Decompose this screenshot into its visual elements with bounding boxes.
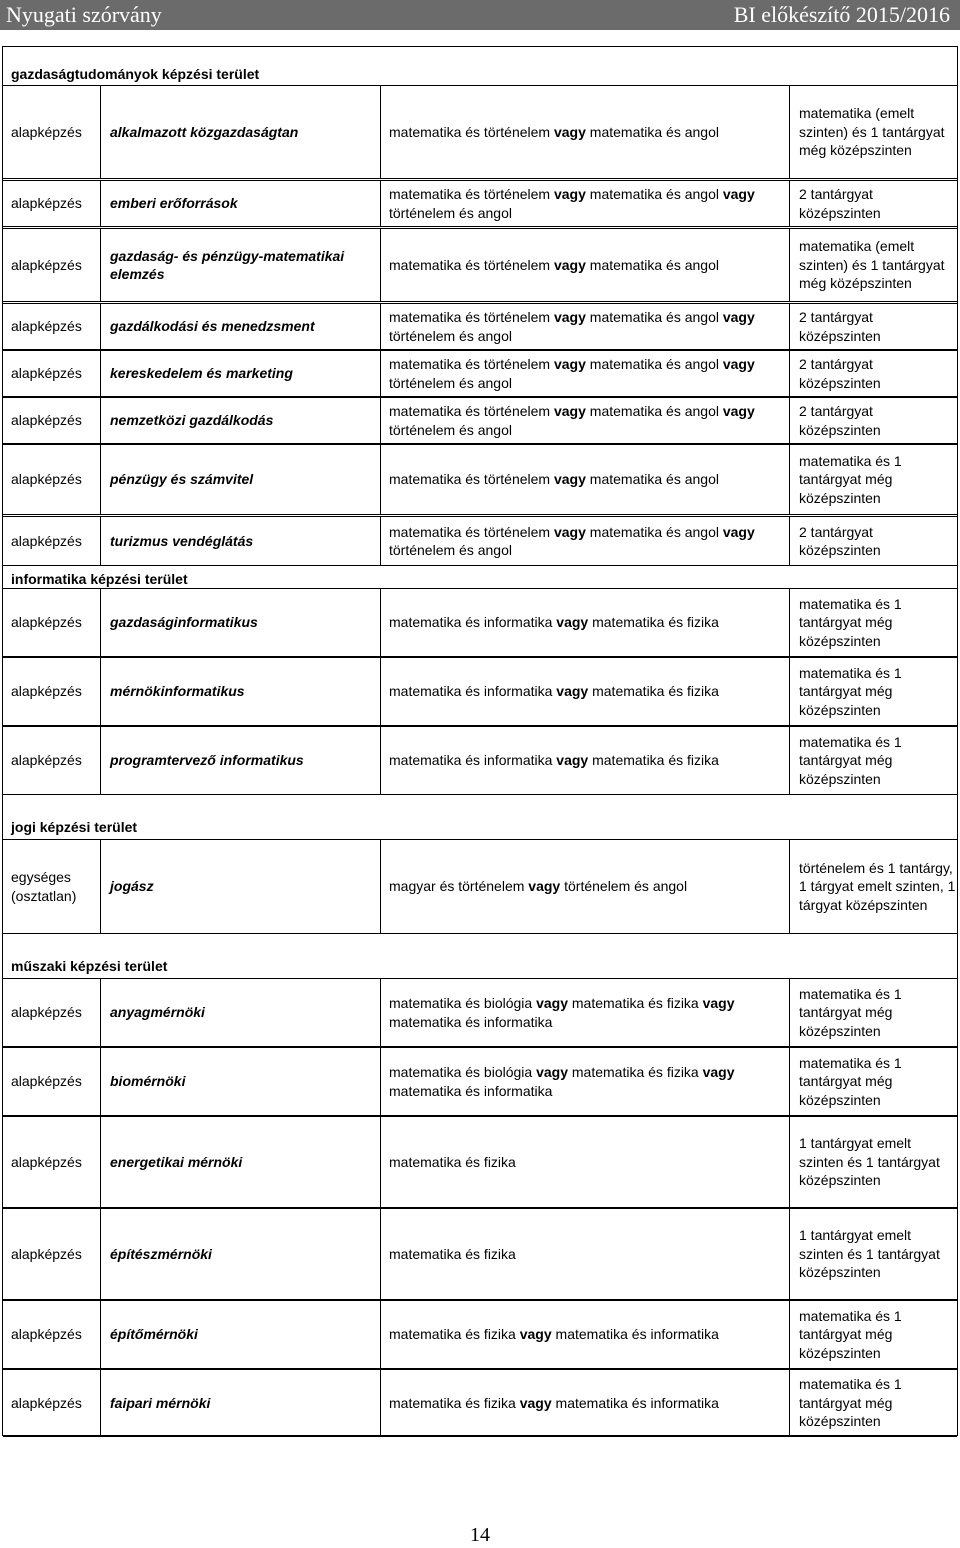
- level-cell: alapképzés: [11, 1245, 82, 1262]
- subject-text: matematika és informatika: [389, 1064, 739, 1099]
- required-subjects: [389, 682, 719, 701]
- level-requirement: 2 tantárgyat középszinten: [799, 356, 881, 391]
- subject-text: matematika és informatika: [389, 995, 739, 1030]
- table-row: [3, 1369, 957, 1437]
- level-cell: alapképzés: [11, 365, 82, 382]
- or-keyword: vagy: [536, 995, 568, 1011]
- level-cell: alapképzés: [11, 1073, 82, 1090]
- required-subjects: [389, 994, 789, 1031]
- program-name: építészmérnöki: [110, 1245, 212, 1262]
- required-subjects: [389, 123, 719, 142]
- or-keyword: vagy: [553, 256, 586, 273]
- subject-text: matematika és fizika: [389, 1153, 516, 1170]
- section-title: gazdaságtudományok képzési terület: [11, 66, 260, 82]
- program-name: emberi erőforrások: [110, 195, 238, 212]
- program-name: anyagmérnöki: [110, 1004, 205, 1021]
- subject-text: matematika és fizika: [389, 1326, 520, 1343]
- table-row: [3, 303, 957, 350]
- or-keyword: vagy: [722, 309, 755, 325]
- program-name: építőmérnöki: [110, 1326, 198, 1343]
- or-keyword: vagy: [553, 523, 586, 540]
- subject-text: matematika és angol: [585, 523, 723, 540]
- subject-text: matematika és angol: [585, 186, 723, 202]
- required-subjects: [389, 613, 719, 632]
- level-requirement: matematika és 1 tantárgyat még középszinten: [799, 1376, 902, 1430]
- or-keyword: vagy: [702, 995, 735, 1011]
- required-subjects: [389, 1245, 516, 1264]
- table-row: [3, 1208, 957, 1300]
- program-name: mérnökinformatikus: [110, 683, 245, 700]
- level-cell: alapképzés: [11, 752, 82, 769]
- program-name: kereskedelem és marketing: [110, 365, 293, 382]
- subject-text: matematika és fizika: [588, 752, 719, 769]
- or-keyword: vagy: [553, 309, 586, 325]
- program-name: energetikai mérnöki: [110, 1153, 243, 1170]
- level-requirement: 1 tantárgyat emelt szinten és 1 tantárgyat középszinten: [799, 1135, 940, 1189]
- level-cell: alapképzés: [11, 1153, 82, 1170]
- level-cell: alapképzés: [11, 471, 82, 488]
- required-subjects: [389, 355, 789, 392]
- section-title: műszaki képzési terület: [11, 958, 168, 974]
- subject-text: matematika és fizika: [389, 1394, 520, 1411]
- level-cell: alapképzés: [11, 1326, 82, 1343]
- level-requirement: 2 tantárgyat középszinten: [799, 403, 881, 438]
- or-keyword: vagy: [722, 403, 755, 419]
- subject-text: matematika és történelem: [389, 356, 554, 372]
- level-requirement: matematika és 1 tantárgyat még középszinten: [799, 733, 902, 787]
- or-keyword: vagy: [553, 186, 586, 202]
- required-subjects: [389, 751, 719, 770]
- page-number: 14: [470, 1524, 490, 1546]
- subject-text: történelem és angol: [389, 523, 759, 558]
- program-name: programtervező informatikus: [110, 752, 304, 769]
- table-row: [3, 978, 957, 1047]
- required-subjects: [389, 523, 789, 560]
- level-requirement: matematika és 1 tantárgyat még középszinten: [799, 1307, 902, 1361]
- subject-text: matematika és történelem: [389, 471, 554, 488]
- page-header: [0, 0, 960, 30]
- subject-text: történelem és angol: [389, 356, 759, 391]
- level-cell: alapképzés: [11, 195, 82, 212]
- or-keyword: vagy: [556, 683, 589, 700]
- subject-text: matematika és informatika: [551, 1326, 719, 1343]
- program-name: faipari mérnöki: [110, 1394, 211, 1411]
- table-row: [3, 588, 957, 657]
- program-name: alkalmazott közgazdaságtan: [110, 123, 299, 140]
- level-requirement: 2 tantárgyat középszinten: [799, 186, 881, 221]
- subject-text: matematika és angol: [585, 403, 723, 419]
- subject-text: matematika és fizika: [588, 683, 719, 700]
- subject-text: történelem és angol: [560, 878, 688, 895]
- subject-text: történelem és angol: [389, 403, 759, 438]
- level-cell: alapképzés: [11, 1394, 82, 1411]
- level-requirement: 2 tantárgyat középszinten: [799, 523, 881, 558]
- required-subjects: [389, 308, 789, 345]
- required-subjects: [389, 470, 719, 489]
- or-keyword: vagy: [722, 523, 755, 540]
- program-name: turizmus vendéglátás: [110, 532, 254, 549]
- level-cell: egységes (osztatlan): [11, 869, 77, 904]
- subject-text: matematika és angol: [585, 256, 719, 273]
- header-right: BI előkészítő 2015/2016: [733, 2, 950, 27]
- or-keyword: vagy: [556, 752, 589, 769]
- level-requirement: matematika és 1 tantárgyat még középszinten: [799, 985, 902, 1039]
- or-keyword: vagy: [702, 1064, 735, 1080]
- table-row: [3, 1300, 957, 1369]
- or-keyword: vagy: [519, 1326, 552, 1343]
- or-keyword: vagy: [553, 471, 586, 488]
- subject-text: matematika és történelem: [389, 403, 554, 419]
- subject-text: matematika és biológia: [389, 995, 537, 1011]
- required-subjects: [389, 402, 789, 439]
- subject-text: történelem és angol: [389, 309, 759, 344]
- header-left: Nyugati szórvány: [6, 2, 162, 27]
- or-keyword: vagy: [553, 356, 586, 372]
- subject-text: matematika és fizika: [568, 1064, 703, 1080]
- table-row: [3, 85, 957, 179]
- table-row: [3, 1047, 957, 1116]
- subject-text: matematika és informatika: [389, 683, 557, 700]
- subject-text: matematika és történelem: [389, 256, 554, 273]
- table-row: [3, 350, 957, 397]
- level-requirement: matematika és 1 tantárgyat még középszinten: [799, 664, 902, 718]
- level-requirement: 2 tantárgyat középszinten: [799, 309, 881, 344]
- subject-text: matematika és angol: [585, 123, 719, 140]
- subject-text: matematika és angol: [585, 356, 723, 372]
- subject-text: matematika és informatika: [551, 1394, 719, 1411]
- level-requirement: történelem és 1 tantárgy, 1 tárgyat emelt szinten, 1 tárgyat középszinten: [799, 859, 956, 913]
- table-row: [3, 228, 957, 302]
- level-requirement: matematika és 1 tantárgyat még középszinten: [799, 1054, 902, 1108]
- level-cell: alapképzés: [11, 1004, 82, 1021]
- subject-text: matematika és angol: [585, 471, 719, 488]
- program-name: gazdaság- és pénzügy-matematikai elemzés: [110, 247, 345, 282]
- level-requirement: matematika és 1 tantárgyat még középszinten: [799, 595, 902, 649]
- level-cell: alapképzés: [11, 256, 82, 273]
- required-subjects: [389, 1325, 719, 1344]
- subject-text: matematika és történelem: [389, 523, 554, 540]
- table-row: [3, 444, 957, 515]
- program-name: jogász: [110, 878, 154, 895]
- or-keyword: vagy: [519, 1394, 552, 1411]
- or-keyword: vagy: [553, 403, 586, 419]
- subject-text: matematika és informatika: [389, 752, 557, 769]
- subject-text: matematika és történelem: [389, 186, 554, 202]
- table-row: [3, 657, 957, 726]
- subject-text: matematika és történelem: [389, 123, 554, 140]
- level-cell: alapképzés: [11, 532, 82, 549]
- or-keyword: vagy: [722, 186, 755, 202]
- program-name: gazdaságinformatikus: [110, 614, 258, 631]
- section-title: jogi képzési terület: [11, 819, 138, 835]
- level-requirement: matematika (emelt szinten) és 1 tantárgyat még középszinten: [799, 105, 945, 159]
- required-subjects: [389, 1394, 719, 1413]
- level-cell: alapképzés: [11, 318, 82, 335]
- level-requirement: matematika (emelt szinten) és 1 tantárgyat még középszinten: [799, 238, 945, 292]
- admission-table: [2, 46, 958, 1436]
- subject-text: matematika és fizika: [389, 1245, 516, 1262]
- subject-text: matematika és fizika: [568, 995, 703, 1011]
- level-cell: alapképzés: [11, 412, 82, 429]
- subject-text: matematika és informatika: [389, 614, 557, 631]
- or-keyword: vagy: [553, 123, 586, 140]
- level-requirement: matematika és 1 tantárgyat még középszinten: [799, 452, 902, 506]
- required-subjects: [389, 877, 687, 896]
- subject-text: magyar és történelem: [389, 878, 529, 895]
- or-keyword: vagy: [536, 1064, 568, 1080]
- program-name: pénzügy és számvitel: [110, 471, 254, 488]
- subject-text: matematika és fizika: [588, 614, 719, 631]
- required-subjects: [389, 256, 719, 275]
- program-name: biomérnöki: [110, 1073, 186, 1090]
- subject-text: matematika és angol: [585, 309, 723, 325]
- table-row: [3, 516, 957, 566]
- required-subjects: [389, 185, 789, 222]
- subject-text: matematika és történelem: [389, 309, 554, 325]
- level-cell: alapképzés: [11, 683, 82, 700]
- level-requirement: 1 tantárgyat emelt szinten és 1 tantárgyat középszinten: [799, 1227, 940, 1281]
- table-row: [3, 397, 957, 444]
- table-row: [3, 1116, 957, 1208]
- subject-text: történelem és angol: [389, 186, 759, 221]
- table-row: [3, 839, 957, 934]
- required-subjects: [389, 1063, 789, 1100]
- subject-text: matematika és biológia: [389, 1064, 537, 1080]
- required-subjects: [389, 1153, 516, 1172]
- or-keyword: vagy: [722, 356, 755, 372]
- or-keyword: vagy: [556, 614, 589, 631]
- section-title: informatika képzési terület: [11, 571, 188, 587]
- table-row: [3, 726, 957, 795]
- or-keyword: vagy: [528, 878, 561, 895]
- level-cell: alapképzés: [11, 123, 82, 140]
- level-cell: alapképzés: [11, 614, 82, 631]
- program-name: gazdálkodási és menedzsment: [110, 318, 315, 335]
- program-name: nemzetközi gazdálkodás: [110, 412, 274, 429]
- table-row: [3, 180, 957, 227]
